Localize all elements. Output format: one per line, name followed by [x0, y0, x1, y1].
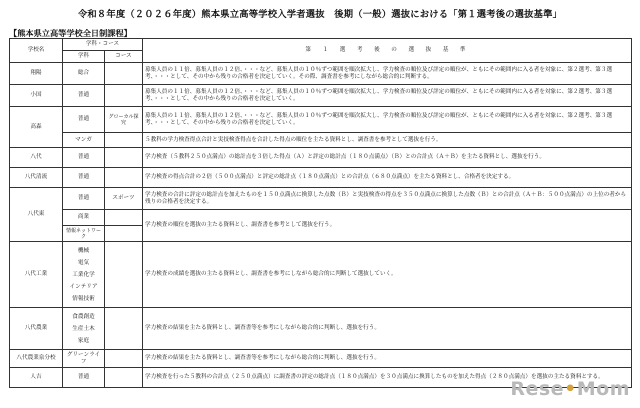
dept-cell: 普通 — [63, 168, 105, 188]
dept-cell: 総合 — [63, 63, 105, 85]
watermark-dot: • — [564, 378, 577, 400]
dept-cell: 普通 — [63, 85, 105, 107]
criteria-cell: 募集人員の１１倍、募集人員の１２倍、・・・など、募集人員の１０％ずつ範囲を順次拡大し、学力検査の順位及び評定の順位が、ともにその範囲内に入る者を対象に、第２選考、第３選考、・・・として、その中から残りの合格者を決定していく。その際、調査書を参考にしながら総合的に判断する。 — [143, 63, 632, 85]
table-row — [10, 107, 632, 133]
header-school: 学校名 — [10, 39, 63, 63]
table-row — [10, 308, 632, 350]
course-cell: スポーツ — [105, 188, 143, 210]
criteria-cell: 学力検査の順位を選抜の主たる資料とし、調査書を参考として選抜を行う。 — [143, 210, 632, 242]
header-course: コース — [105, 51, 143, 63]
school-cell: 八代東 — [10, 188, 63, 242]
criteria-cell: 学力検査の得点合計の２倍（５００点満点）と評定の総計点（１８０点満点）との合計点（６８０点満点）を主たる資料とし、合格者を決定する。 — [143, 168, 632, 188]
school-cell: 八代工業 — [10, 242, 63, 308]
dept-cell: 普通 — [63, 107, 105, 133]
school-cell: 翔陽 — [10, 63, 63, 85]
course-cell — [105, 368, 143, 388]
criteria-cell: ５教科の学力検査得点合計と実技検査得点を合計した得点の順位を主たる資料とし、調査書を参考として選抜を行う。 — [143, 133, 632, 148]
course-cell — [105, 226, 143, 242]
course-cell — [105, 210, 143, 226]
dept-cell: 商業 — [63, 210, 105, 226]
watermark-text-a: Rese — [510, 378, 565, 400]
dept-cell: マンガ — [63, 133, 105, 148]
school-cell: 八代 — [10, 148, 63, 168]
resemom-watermark-logo — [510, 378, 630, 400]
header-dept: 学科 — [63, 51, 105, 63]
dept-cell: グリーンライフ — [63, 350, 105, 368]
table-row — [10, 85, 632, 107]
table-row — [10, 133, 632, 148]
criteria-cell: 学力検査（５教科２５０点満点）の総計点を３倍した得点（Ａ）と評定の総計点（１８０点満点）（Ｂ）との合計点（Ａ＋Ｂ）を主たる資料とし、選抜を行う。 — [143, 148, 632, 168]
school-cell: 小国 — [10, 85, 63, 107]
course-cell — [105, 350, 143, 368]
course-cell — [105, 85, 143, 107]
header-dept-course: 学科・コース — [63, 39, 143, 51]
criteria-cell: 学力検査を行った５教科の合計点（２５０点満点）に調査書の評定の総計点（１８０点満点）を３０点満点に換算したものを加えた得点（２８０点満点）を選抜の主たる資料とする。 — [143, 368, 632, 388]
course-cell — [105, 133, 143, 148]
table-header-row — [10, 39, 632, 51]
dept-cell: 普通 — [63, 368, 105, 388]
school-cell: 高森 — [10, 107, 63, 148]
header-criteria: 第 １ 選 考 後 の 選 抜 基 準 — [143, 39, 632, 63]
school-cell: 人吉 — [10, 368, 63, 388]
course-cell — [105, 168, 143, 188]
criteria-cell: 学力検査の合計に評定の総計点を加えたものを１５０点満点に換算した点数（Ｂ）と実技検査の得点を３５０点満点に換算した点数（Ｂ）との合計点（Ａ＋Ｂ：５００点満点）の上位の者から残りの合格者を決定する。 — [143, 188, 632, 210]
school-cell: 八代農業泉分校 — [10, 350, 63, 368]
document-title: 令和８年度（２０２６年度）熊本県立高等学校入学者選抜 後期（一般）選抜における「第１選考後の選抜基準」 — [77, 9, 563, 20]
course-cell — [105, 148, 143, 168]
section-heading: 【熊本県立高等学校全日制課程】 — [9, 28, 132, 38]
table-row — [10, 242, 632, 308]
criteria-cell: 学力検査の成績を選抜の主たる資料とし、調査書を参考にしながら総合的に判断して選抜していく。 — [143, 242, 632, 308]
dept-cell: 機械 電気 工業化学 インテリア 情報技術 — [63, 242, 105, 308]
course-cell: グローカル探究 — [105, 107, 143, 133]
course-cell — [105, 242, 143, 308]
criteria-cell: 学力検査の結果を主たる資料とし、調査書等を参考にしながら総合的に判断し、選抜を行う。 — [143, 350, 632, 368]
dept-cell: 食農創造 生産土木 家庭 — [63, 308, 105, 350]
table-row — [10, 63, 632, 85]
dept-cell: 普通 — [63, 148, 105, 168]
dept-cell: 普通 — [63, 188, 105, 210]
table-row — [10, 168, 632, 188]
table-row — [10, 188, 632, 210]
dept-cell: 情報ネットワーク — [63, 226, 105, 242]
table-row — [10, 210, 632, 226]
course-cell — [105, 308, 143, 350]
criteria-cell: 募集人員の１１倍、募集人員の１２倍、・・・など、募集人員の１０％ずつ範囲を順次拡大し、学力検査の順位及び評定の順位が、ともにその範囲内に入る者を対象に、第２選考、第３選考、・・・として、その中から残りの合格者を決定していく。 — [143, 107, 632, 133]
criteria-table — [9, 38, 632, 388]
school-cell: 八代農業 — [10, 308, 63, 350]
criteria-cell: 学力検査の結果を主たる資料とし、調査書等を参考にしながら総合的に判断し、選抜を行う。 — [143, 308, 632, 350]
watermark-text-b: Mom — [576, 378, 630, 400]
criteria-cell: 募集人員の１１倍、募集人員の１２倍、・・・など、募集人員の１０％ずつ範囲を順次拡大し、学力検査の順位及び評定の順位が、ともにその範囲内に入る者を対象に、第２選考、第３選考、・・・として、その中から残りの合格者を決定していく。 — [143, 85, 632, 107]
course-cell — [105, 63, 143, 85]
school-cell: 八代清流 — [10, 168, 63, 188]
table-row — [10, 350, 632, 368]
table-row — [10, 148, 632, 168]
